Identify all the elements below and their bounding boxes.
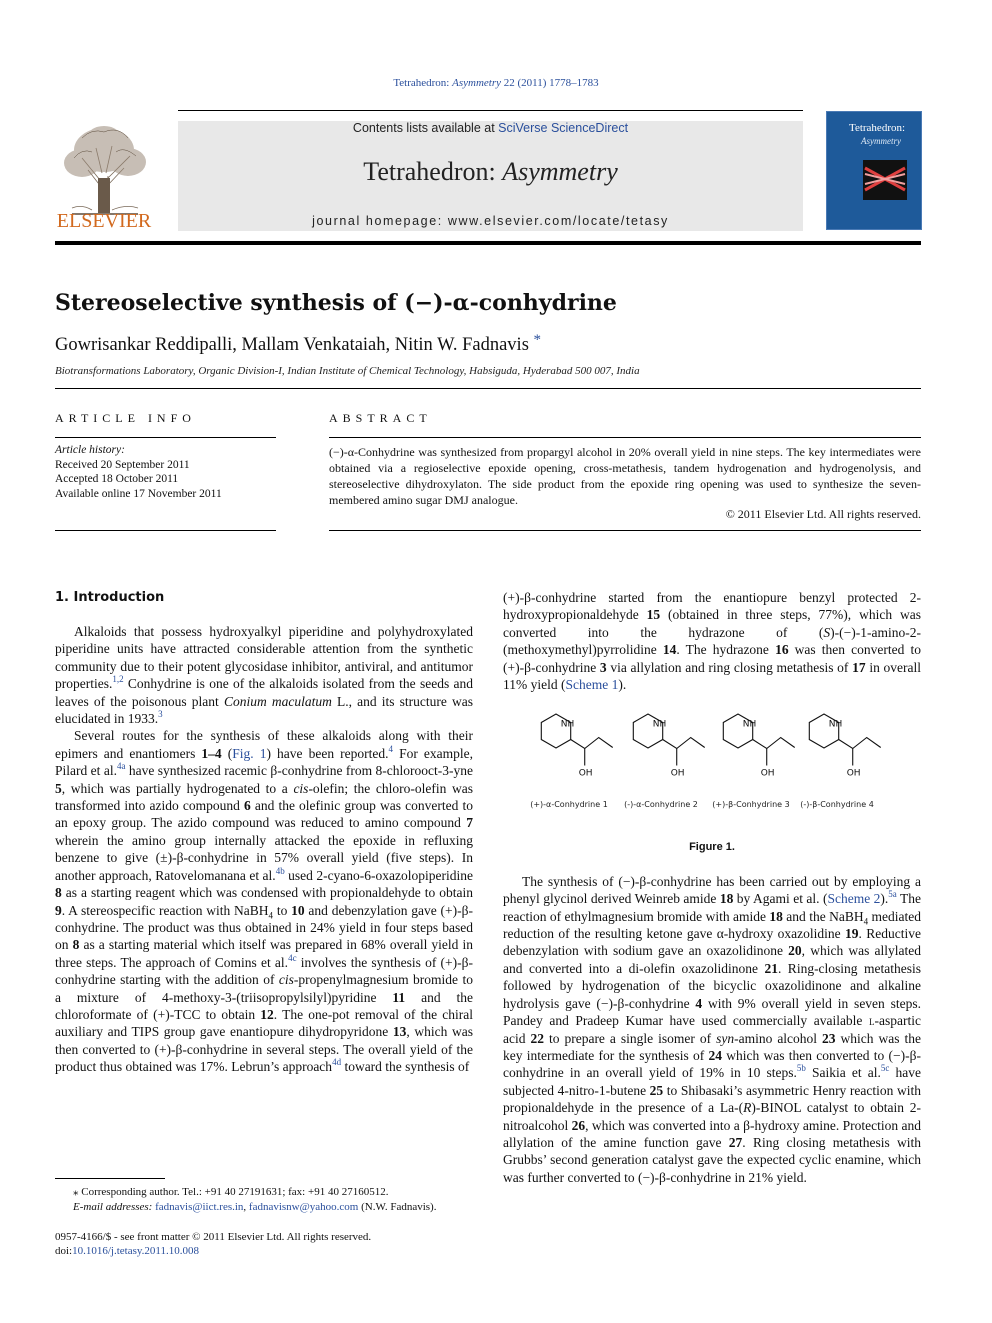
accepted-date: Accepted 18 October 2011	[55, 473, 179, 485]
intro-paragraph-1: Alkaloids that possess hydroxyalkyl piperidine and polyhydroxylated piperidine units have attracted considerable attention from the synthetic community due to their potent glycosidase inhibitor, antiviral, and antitumor properties.$^{1,2}$ Conhydrine is one of the alkaloids isolated from the seeds and leaves of the poisonous plant Conium maculatum L., and its structure was elucidated in 1933.$^3$	[55, 624, 473, 727]
email-link-1[interactable]: fadnavis@iict.res.in	[155, 1201, 244, 1213]
corresponding-author-mark[interactable]: *	[533, 332, 542, 348]
article-info-rule-top	[55, 437, 276, 438]
abstract-text: (−)-α-Conhydrine was synthesized from propargyl alcohol in 20% overall yield in nine steps. The key intermediates were obtained via a regioselective epoxide opening, cross-metathesis, tandem hydrogenation and hydrogenolysis, and stereoselective dihydroxylaton. The side product from the epoxide ring opening was used to synthesize the seven-membered amino sugar DMJ analogue.	[329, 445, 921, 507]
corresponding-author-footnote: ⁎ Corresponding author. Tel.: +91 40 27191631; fax: +91 40 27160512.	[73, 1186, 389, 1198]
citation-link[interactable]: 5c	[880, 1063, 890, 1074]
intro-paragraph-2: Several routes for the synthesis of these alkaloids along with their epimers and enantiomers 1–4 (Fig. 1) have been reported.$^4$ For example, Pilard et al.$^{4a}$ have synthesized racemic β-conhydrine from 8-chlorooct-3-yne 5, which was partially hydrogenated to a cis-olefin; the chloro-olefin was transformed into azido compound 6 and the olefinic group was converted to an epoxy group. The azido compound was reduced to amino compound 7 wherein the amino group internally attacked the epoxide in refluxing benzene to give (±)-β-conhydrine in 57% overall yield (five steps). In another approach, Ratovelomanana et al.$^{4b}$ used 2-cyano-6-oxazolopiperidine 8 as a starting reagent which was condensed with propionaldehyde to obtain 9. A stereospecific reaction with NaBH$_4$ to 10 and debenzylation gave (+)-β-conhydrine. The product was thus obtained in 24% yield in four steps based on 8 as a starting material which itself was prepared in 68% overall yield in three steps. The approach of Comins et al.$^{4c}$ involves the synthesis of (+)-β-conhydrine starting with the addition of cis-propenylmagnesium bromide to a mixture of 4-methoxy-3-(triisopropylsilyl)pyridine 11 and the chloroformate of (+)-TCC to obtain 12. The one-pot removal of the chiral auxiliary and TIPS group gave enantiopure dihydropyridone 13, which was then converted to (+)-β-conhydrine in several steps. The overall yield of the product thus obtained was 17%. Lebrun’s approach$^{4d}$ toward the synthesis of	[55, 728, 474, 1075]
contents-availability: Contents lists available at SciVerse ScienceDirect	[352, 121, 629, 135]
oh-label-1: OH	[578, 768, 593, 779]
footnotes	[55, 1185, 473, 1215]
article-info-heading: ARTICLE INFO	[55, 411, 196, 425]
page-footer	[55, 1230, 485, 1258]
nh-label-1: NH	[560, 719, 575, 730]
figure-1	[503, 709, 921, 839]
journal-reference[interactable]: Tetrahedron: Asymmetry 22 (2011) 1778–1783	[393, 77, 599, 89]
citation-link[interactable]: 4	[388, 743, 393, 754]
email-footnote: E-mail addresses: fadnavis@iict.res.in, fadnavisnw@yahoo.com (N.W. Fadnavis).	[73, 1201, 437, 1213]
abstract-heading: ABSTRACT	[329, 411, 432, 425]
citation-link[interactable]: 4d	[332, 1057, 342, 1068]
header-top-rule	[178, 110, 803, 111]
doi-line: doi:10.1016/j.tetasy.2011.10.008	[55, 1245, 200, 1257]
oh-label-2: OH	[670, 768, 685, 779]
citation-link[interactable]: 3	[158, 709, 163, 720]
side-chain-4	[839, 738, 881, 749]
title-block-rule	[55, 388, 921, 389]
oh-label-3: OH	[760, 768, 775, 779]
footnote-rule	[55, 1178, 165, 1179]
compound-label-2: (-)-α-Conhydrine 2	[624, 800, 698, 810]
section-heading-introduction: 1. Introduction	[55, 590, 165, 605]
side-chain-1	[571, 738, 613, 749]
body-column-left	[55, 589, 473, 1076]
citation-link[interactable]: 5b	[796, 1063, 806, 1074]
author-affiliation: Biotransformations Laboratory, Organic Division-I, Indian Institute of Chemical Technology, Habsiguda, Hyderabad 500 007, India	[55, 365, 640, 377]
received-date: Received 20 September 2011	[55, 458, 190, 471]
history-label: Article history:	[55, 444, 125, 456]
citation-link[interactable]: 4a	[116, 761, 126, 772]
issn-line: 0957-4166/$ - see front matter © 2011 Elsevier Ltd. All rights reserved.	[55, 1231, 372, 1243]
body-column-right	[503, 589, 921, 1186]
article-title: Stereoselective synthesis of (−)-α-conhydrine	[55, 290, 617, 316]
nh-label-2: NH	[652, 719, 667, 730]
online-date: Available online 17 November 2011	[55, 487, 222, 500]
header-bottom-rule	[55, 241, 921, 245]
intro-paragraph-3: The synthesis of (−)-β-conhydrine has been carried out by employing a phenyl glycinol derived Weinreb amide 18 by Agami et al. (Scheme 2).$^{5a}$ The reaction of ethylmagnesium bromide with amide 18 and the NaBH$_4$ mediated reduction of the resulting ketone gave α-hydroxy oxazolidine 19. Reductive debenzylation with sodium gave an oxazolidinone 20, which was allylated and converted into a di-olefin oxazolidinone 21. Ring-closing metathesis followed by hydrogenation of the bicyclic oxazolidinone and alkaline hydrolysis gave (−)-β-conhydrine 4 with 9% overall yield in seven steps. Pandey and Pradeep Kumar have used commercially available l-aspartic acid 22 to prepare a single isomer of syn-amino alcohol 23 which was the key intermediate for the synthesis of 24 which was then converted to (−)-β-conhydrine in an overall yield of 19% in 10 steps.$^{5b}$ Saikia et al.$^{5c}$ have subjected 4-nitro-1-butene 25 to Shibasaki’s asymmetric Henry reaction with propionaldehyde in the presence of a La-(R)-BINOL catalyst to obtain 2-nitroalcohol 26, which was converted into a β-hydroxy amine. Protection and allylation of the amine function gave 27. Ring closing metathesis with Grubbs’ second generation catalyst gave the expected cyclic enamine, which was further converted to (−)-β-conhydrine in 21% yield.	[503, 873, 922, 1185]
doi-link[interactable]: 10.1016/j.tetasy.2011.10.008	[72, 1245, 200, 1257]
sciencedirect-link[interactable]: SciVerse ScienceDirect	[498, 121, 629, 135]
scheme-1-link[interactable]: Scheme 1	[565, 677, 619, 693]
side-chain-3	[753, 738, 795, 749]
nh-label-4: NH	[828, 719, 843, 730]
citation-link[interactable]: 4b	[275, 865, 285, 876]
email-link-2[interactable]: fadnavisnw@yahoo.com	[248, 1201, 359, 1213]
nh-label-3: NH	[742, 719, 757, 730]
side-chain-2	[663, 738, 705, 749]
citation-link[interactable]: 5a	[888, 889, 897, 900]
journal-homepage[interactable]: journal homepage: www.elsevier.com/locate/tetasy	[312, 214, 669, 228]
compound-label-4: (-)-β-Conhydrine 4	[800, 800, 874, 810]
compound-label-3: (+)-β-Conhydrine 3	[712, 800, 790, 810]
abstract-rule-top	[329, 437, 921, 438]
figure-1-link[interactable]: Fig. 1	[232, 745, 267, 761]
intro-paragraph-2-cont: (+)-β-conhydrine started from the enantiopure benzyl protected 2-hydroxypropionaldehyde 15 (obtained in three steps, 77%), which was converted into the hydrazone of (S)-(−)-1-amino-2-(methoxymethyl)pyrrolidine 14. The hydrazone 16 was then converted to (+)-β-conhydrine 3 via allylation and ring closing metathesis of 17 in overall 11% yield (Scheme 1).	[503, 590, 922, 693]
abstract-copyright: © 2011 Elsevier Ltd. All rights reserved.	[725, 507, 921, 521]
elsevier-wordmark[interactable]: ELSEVIER	[56, 210, 152, 232]
citation-link[interactable]: 1,2	[112, 674, 124, 685]
article-history	[55, 443, 222, 501]
journal-cover-image[interactable]: Tetrahedron: Asymmetry	[826, 111, 922, 230]
figure-1-caption: Figure 1.	[689, 841, 735, 854]
scheme-2-link[interactable]: Scheme 2	[827, 891, 881, 907]
citation-link[interactable]: 4c	[288, 952, 297, 963]
abstract-rule-bottom	[329, 530, 921, 531]
article-info-rule-bottom	[55, 530, 276, 531]
oh-label-4: OH	[846, 768, 861, 779]
cover-artwork-icon	[863, 160, 907, 200]
conhydrine-structures-figure	[503, 709, 921, 839]
compound-label-1: (+)-α-Conhydrine 1	[530, 800, 608, 810]
journal-title: Tetrahedron: Asymmetry	[363, 157, 618, 186]
author-list: Gowrisankar Reddipalli, Mallam Venkataiah, Nitin W. Fadnavis *	[55, 332, 542, 355]
